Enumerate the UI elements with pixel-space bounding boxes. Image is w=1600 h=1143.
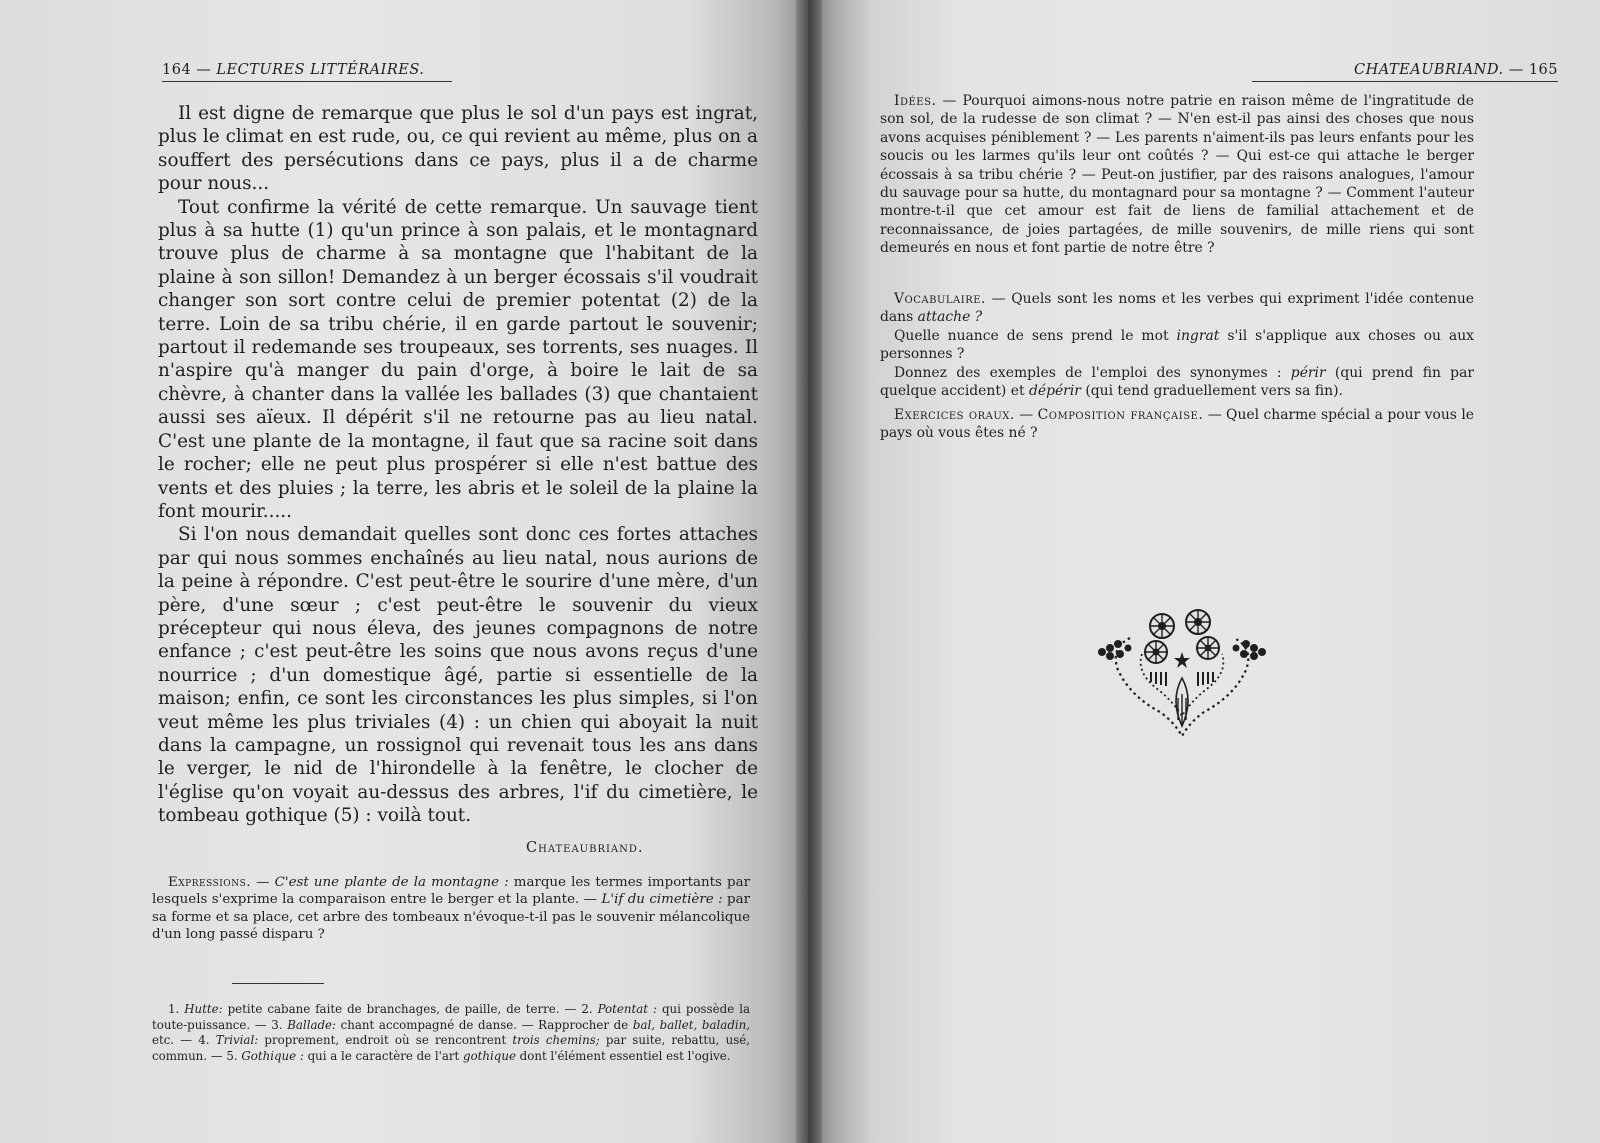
- paragraph: Si l'on nous demandait quelles sont donc ces fortes attaches par qui nous sommes enchaînés au lieu natal, nous aurions de la peine à répondre. C'est peut-être le sourire d'une mère, d'un père, d'une sœur ; c'est peut-être le souvenir du vieux précepteur qui nous éleva, des jeunes compagnons de notre enfance ; c'est peut-être les soins que nous avons reçus d'une nourrice ; d'un domestique âgé, partie si essentielle de la maison; enfin, ce sont les circonstances les plus simples, si l'on veut même les plus triviales (4) : un chien qui aboyait la nuit dans la campagne, un rossignol qui revenait tous les ans dans le verger, le nid de l'hirondelle à la fenêtre, le clocher de l'église qu'on voyait au-dessus des arbres, l'if du cimetière, le tombeau gothique (5) : voilà tout.: [158, 524, 758, 827]
- ideas-label: Idées.: [894, 93, 937, 109]
- right-page-number: 165: [1528, 62, 1558, 78]
- ideas-section: [880, 92, 1474, 258]
- book-gutter-shadow: [796, 0, 822, 1143]
- exercises-label: Exercices oraux.: [894, 407, 1015, 423]
- ideas-text: — Pourquoi aimons-nous notre patrie en raison même de l'ingratitude de son sol, de la rudesse de son climat ? — N'en est-il pas ainsi des choses que nous avons acquises péniblement ? — Les parents n'aiment-ils pas leurs enfants pour les soucis ou les larmes qu'ils leur ont coûtés ? — Qui est-ce qui attache le berger écossais à sa tribu chérie ? — Peut-on justifier, par des raisons analogues, l'amour du sauvage pour sa hutte, du montagnard pour sa montagne ? — Comment l'auteur montre-t-il que cet amour est fait de liens de familial attachement et de reconnaissance, de joies partagées, de mille souvenirs, de mille riens qui sont demeurés en nous et font partie de notre être ?: [880, 93, 1474, 257]
- vocabulary-section: Vocabulaire. — Quels sont les noms et les verbes qui expriment l'idée contenue dans attache ? Quelle nuance de sens prend le mot ingrat s'il s'applique aux choses ou aux personnes ? Donnez des exemples de l'emploi des synonymes : périr (qui prend fin par quelque accident) et dépérir (qui tend graduellement vers sa fin).: [880, 291, 1474, 400]
- author-signature: Chateaubriand.: [526, 840, 644, 856]
- main-text: [158, 102, 758, 828]
- composition-label: Composition française.: [1037, 407, 1204, 423]
- vocabulary-label: Vocabulaire.: [894, 291, 986, 307]
- expressions-label: Expressions.: [168, 875, 251, 890]
- exercises-section: Exercices oraux. — Composition française. — Quel charme spécial a pour vous le pays où vous êtes né ?: [880, 407, 1474, 442]
- paragraph: Tout confirme la vérité de cette remarque. Un sauvage tient plus à sa hutte (1) qu'un prince à son palais, et le montagnard trouve plus de charme à sa montagne que l'habitant de la plaine à son sillon! Demandez à un berger écossais s'il voudrait changer son sort contre celui de premier potentat (2) de la terre. Loin de sa tribu chérie, il en garde partout le souvenir; partout il redemande ses troupeaux, ses torrents, ses nuages. Il n'aspire qu'à manger du pain d'orge, à boire le lait de sa chèvre, à chanter dans la vallée les ballades (3) que chantaient aussi ses aïeux. Il dépérit s'il ne retourne pas au lieu natal. C'est une plante de la montagne, il faut que sa racine soit dans le rocher; elle ne peut plus prospérer si elle n'est battue des vents et des pluies ; la terre, les abris et le soleil de la plaine la font mourir.....: [158, 196, 758, 522]
- right-running-title: CHATEAUBRIAND.: [1354, 62, 1504, 78]
- footnotes: 1. Hutte: petite cabane faite de branchages, de paille, de terre. — 2. Potentat : qui possède la toute-puissance. — 3. Ballade: chant accompagné de danse. — Rapprocher de bal, ballet, baladin, etc. — 4. Trivial: proprement, endroit où se rencontrent trois chemins; par suite, rebattu, usé, commun. — 5. Gothique : qui a le caractère de l'art gothique dont l'élément essentiel est l'ogive.: [152, 1002, 751, 1063]
- left-page-number: 164: [162, 62, 192, 78]
- paragraph: Il est digne de remarque que plus le sol d'un pays est ingrat, plus le climat en est rude, ou, ce qui revient au même, plus on a souffert des persécutions dans ce pays, plus il a de charme pour nous...: [158, 103, 758, 195]
- left-running-head: 164 — LECTURES LITTÉRAIRES.: [162, 62, 452, 82]
- right-running-head: CHATEAUBRIAND. — 165: [1252, 62, 1558, 82]
- expressions-section: Expressions. — C'est une plante de la montagne : marque les termes importants par lesquels s'exprime la comparaison entre le berger et la plante. — L'if du cimetière : par sa forme et sa place, cet arbre des tombeaux n'évoque-t-il pas le souvenir mélancolique d'un long passé disparu ?: [152, 875, 751, 943]
- floral-ornament-icon: [1090, 608, 1274, 748]
- left-running-title: LECTURES LITTÉRAIRES.: [216, 62, 425, 78]
- footnote-divider: [232, 983, 324, 984]
